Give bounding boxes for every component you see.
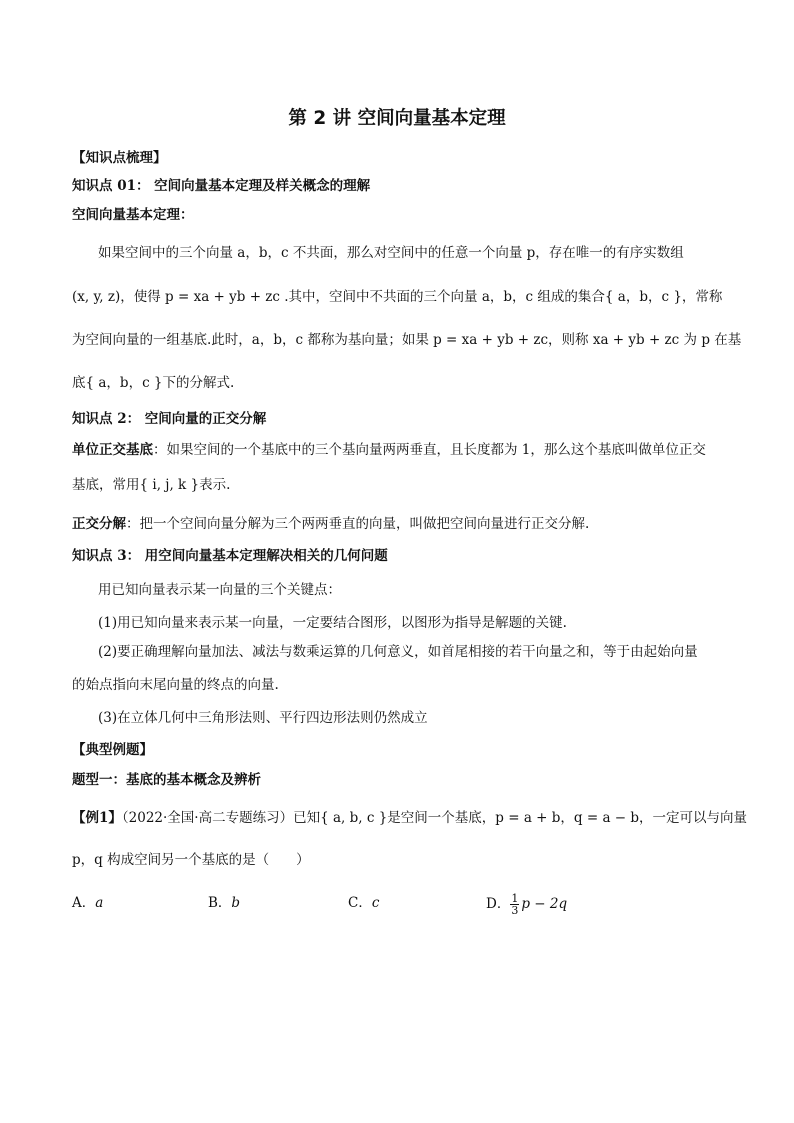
knowledge-section-header: 【知识点梳理】 <box>72 150 167 166</box>
example-label: 【例1】 <box>72 810 122 826</box>
ortho-label: 正交分解 <box>72 516 126 532</box>
kp3-point-3: (3)在立体几何中三角形法则、平行四边形法则仍然成立 <box>98 710 428 726</box>
kp2-heading: 知识点 2： 空间向量的正交分解 <box>72 411 267 427</box>
kp3-intro: 用已知向量表示某一向量的三个关键点： <box>98 582 341 598</box>
kp3-point-2b: 的始点指向末尾向量的终点的向量. <box>72 677 279 693</box>
option-b-value: b <box>231 895 241 911</box>
unit-basis-text: ：如果空间的一个基底中的三个基向量两两垂直，且长度都为 1，那么这个基底叫做单位正交 <box>153 442 706 458</box>
example-source: （2022·全国·高二专题练习） <box>121 810 294 826</box>
kp3-heading: 知识点 3： 用空间向量基本定理解决相关的几何问题 <box>72 548 388 564</box>
option-d-fraction <box>510 893 519 916</box>
ortho-text: ：把一个空间向量分解为三个两两垂直的向量，叫做把空间向量进行正交分解. <box>126 516 590 532</box>
fraction-denominator: 3 <box>511 904 519 917</box>
option-d <box>486 893 567 916</box>
kp1-line-2: (x, y, z)，使得 p = xa + yb + zc .其中，空间中不共面的三个向量 a，b，c 组成的集合{ a，b，c }，常称 <box>72 289 723 305</box>
fraction-numerator: 1 <box>511 892 519 905</box>
page-title: 第 2 讲 空间向量基本定理 <box>288 108 506 129</box>
kp3-point-2a: (2)要正确理解向量加法、减法与数乘运算的几何意义，如首尾相接的若干向量之和，等于由起始向量 <box>98 644 698 660</box>
option-c <box>348 893 379 913</box>
example-text-a: 已知{ a, b, c }是空间一个基底，p = a + b，q = a − b，一定可以与向量 <box>293 810 748 826</box>
kp2-ortho-paragraph <box>72 514 589 534</box>
examples-section-header: 【典型例题】 <box>72 742 153 758</box>
example-1-line-1 <box>72 808 747 828</box>
kp1-line-1: 如果空间中的三个向量 a，b，c 不共面，那么对空间中的任意一个向量 p，存在唯一的有序实数组 <box>98 245 684 261</box>
kp2-unit-paragraph-2: 基底，常用{ i, j, k }表示. <box>72 477 231 493</box>
kp1-heading: 知识点 01： 空间向量基本定理及样关概念的理解 <box>72 178 371 194</box>
option-c-value: c <box>371 895 380 911</box>
kp1-line-4: 底{ a，b，c }下的分解式. <box>72 375 235 391</box>
option-d-value: p − 2q <box>521 896 568 912</box>
example-1-line-2: p，q 构成空间另一个基底的是（ ） <box>72 852 310 868</box>
type1-heading: 题型一：基底的基本概念及辨析 <box>72 772 261 788</box>
unit-basis-label: 单位正交基底 <box>72 442 153 458</box>
kp1-subheading: 空间向量基本定理： <box>72 207 194 223</box>
option-c-label: C． <box>348 895 372 911</box>
option-a-value: a <box>95 895 104 911</box>
option-d-label: D． <box>486 896 511 912</box>
option-a <box>72 893 103 913</box>
option-a-label: A． <box>72 895 96 911</box>
kp3-point-1: (1)用已知向量来表示某一向量，一定要结合图形，以图形为指导是解题的关键. <box>98 615 567 631</box>
kp1-line-3: 为空间向量的一组基底.此时，a，b，c 都称为基向量；如果 p = xa + yb + zc，则称 xa + yb + zc 为 p 在基 <box>72 332 742 348</box>
option-b <box>208 893 240 913</box>
option-b-label: B． <box>208 895 232 911</box>
kp2-unit-paragraph <box>72 440 706 460</box>
